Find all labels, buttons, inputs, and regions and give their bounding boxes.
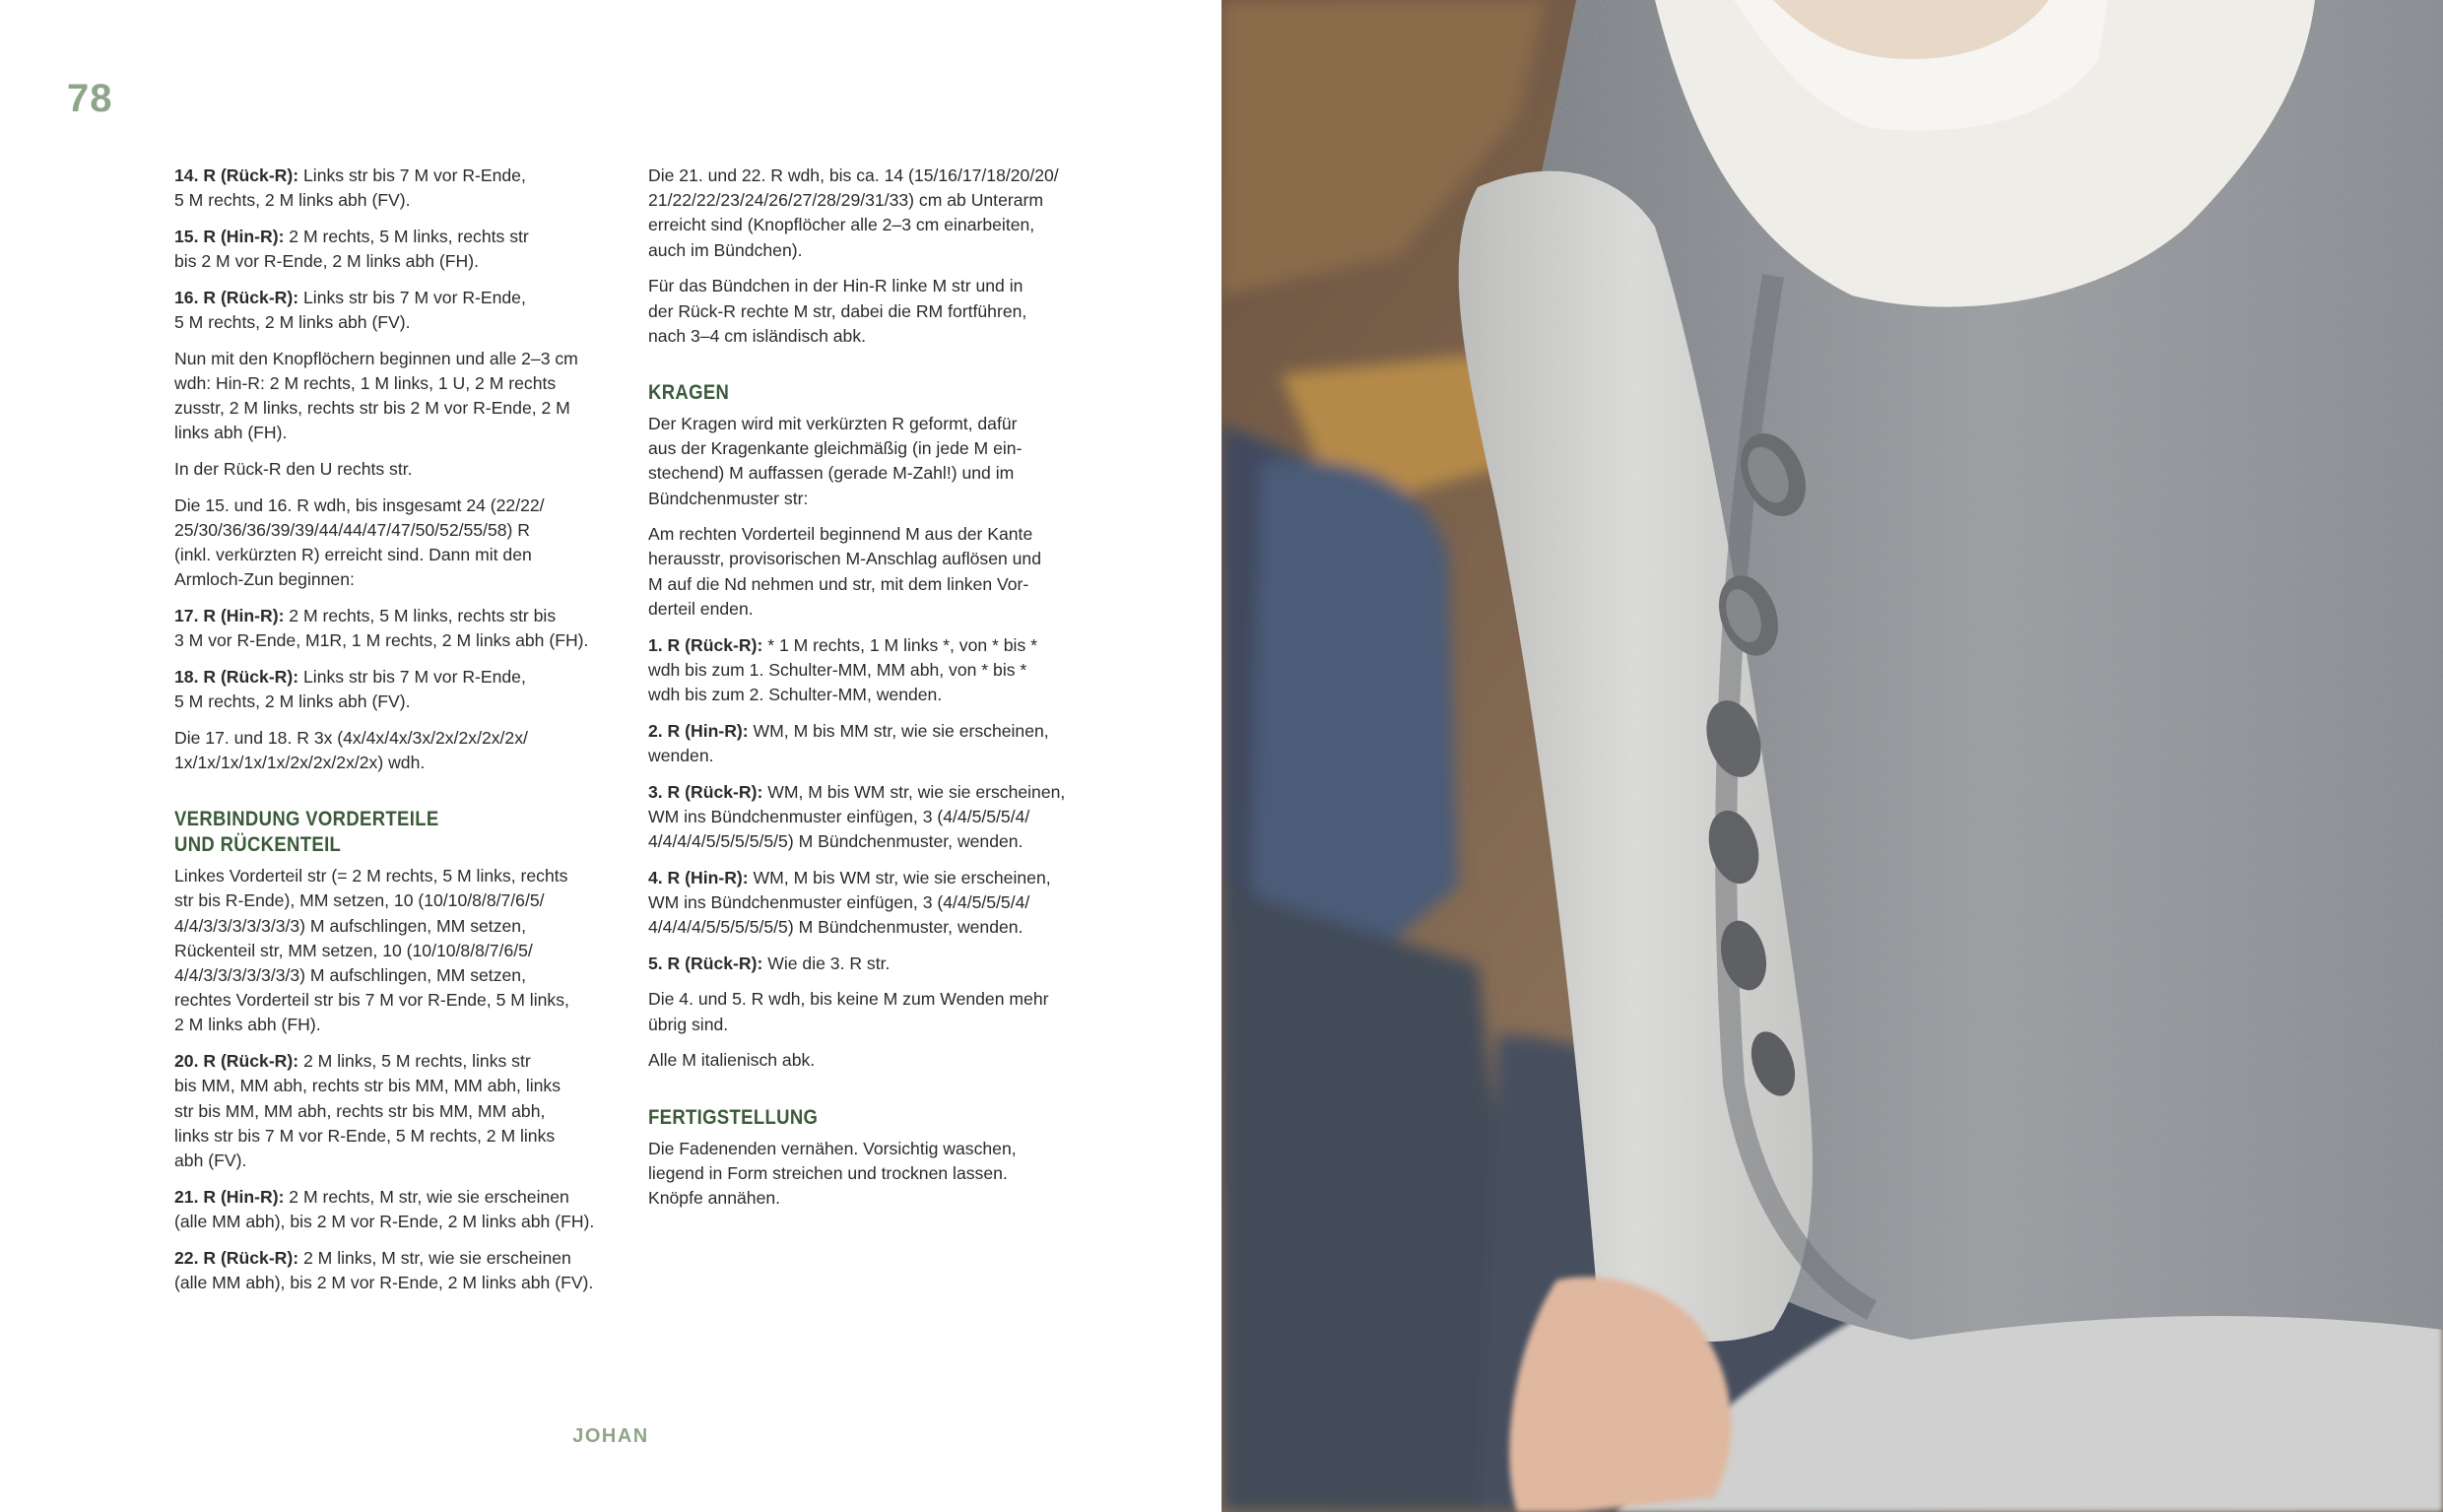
instruction-text: Die 17. und 18. R 3x (4x/4x/4x/3x/2x/2x/2x/2x/ 1x/1x/1x/1x/1x/2x/2x/2x/2x) wdh. [174,727,528,773]
instruction-text: Links str bis 7 M vor R-Ende, 5 M rechts, 2 M links abh (FV). [174,287,526,333]
instruction-text: Links str bis 7 M vor R-Ende, 5 M rechts, 2 M links abh (FV). [174,666,526,712]
photo-page [1222,0,2443,1512]
instruction-paragraph [174,164,608,213]
row-label: 5. R (Rück-R): [648,953,763,973]
instruction-text: 2 M rechts, M str, wie sie erscheinen (alle MM abh), bis 2 M vor R-Ende, 2 M links abh (FH). [174,1186,595,1231]
row-label: 2. R (Hin-R): [648,720,749,741]
instruction-text: 2 M rechts, 5 M links, rechts str bis 2 M vor R-Ende, 2 M links abh (FH). [174,226,529,272]
instruction-text: Die 4. und 5. R wdh, bis keine M zum Wenden mehr übrig sind. [648,989,1049,1034]
instruction-paragraph [648,952,1091,976]
instruction-paragraph [174,604,608,653]
instruction-text: Die 21. und 22. R wdh, bis ca. 14 (15/16/17/18/20/20/ 21/22/22/23/24/26/27/28/29/31/33) cm ab Unterarm erreicht sind (Knopflöcher alle 2–3 cm einarbeiten, auch im Bündchen). [648,165,1059,260]
instruction-text: 2 M links, 5 M rechts, links str bis MM, MM abh, rechts str bis MM, MM abh, links str bis MM, MM abh, rechts str bis MM, MM abh, links str bis 7 M vor R-Ende, 5 M rechts, 2 M links abh (FV). [174,1051,561,1170]
instruction-text: * 1 M rechts, 1 M links *, von * bis * wdh bis zum 1. Schulter-MM, MM abh, von * bis * wdh bis zum 2. Schulter-MM, wenden. [648,634,1037,704]
row-label: 22. R (Rück-R): [174,1247,299,1268]
instruction-text: Alle M italienisch abk. [648,1050,816,1071]
text-column-2 [648,164,1091,1222]
instruction-text: WM, M bis WM str, wie sie erscheinen, WM ins Bündchenmuster einfügen, 3 (4/4/5/5/5/4/ 4/4/4/4/5/5/5/5/5/5) M Bündchenmuster, wenden. [648,781,1066,851]
instruction-text: Am rechten Vorderteil beginnend M aus der Kante herausstr, provisorischen M-Anschlag auflösen und M auf die Nd nehmen und str, mit dem linken Vor- derteil enden. [648,524,1042,619]
instruction-text: WM, M bis MM str, wie sie erscheinen, wenden. [648,720,1049,765]
text-column-1 [174,164,608,1307]
instruction-text: Linkes Vorderteil str (= 2 M rechts, 5 M links, rechts str bis R-Ende), MM setzen, 10 (10/10/8/8/7/6/5/ 4/4/3/3/3/3/3/3/3) M aufschlingen, MM setzen, Rückenteil str, MM setzen, 10 (10/10/8/8/7/6/5/ 4/4/3/3/3/3/3/3/3) M aufschlingen, MM setzen, rechtes Vorderteil str bis 7 M vor R-Ende, 5 M links, 2 M links abh (FH). [174,866,569,1035]
section-heading: KRAGEN [648,380,730,404]
instruction-text: 2 M links, M str, wie sie erscheinen (alle MM abh), bis 2 M vor R-Ende, 2 M links abh (FV). [174,1247,594,1292]
instruction-paragraph [174,726,608,775]
instruction-text: WM, M bis WM str, wie sie erscheinen, WM ins Bündchenmuster einfügen, 3 (4/4/5/5/5/4/ 4/4/4/4/5/5/5/5/5/5) M Bündchenmuster, wenden. [648,867,1051,938]
instruction-paragraph [648,780,1091,855]
instruction-text: Die 15. und 16. R wdh, bis insgesamt 24 (22/22/ 25/30/36/36/39/39/44/44/47/47/50/52/55/58) R (inkl. verkürzten R) erreicht sind. Dann mit den Armloch-Zun beginnen: [174,494,545,590]
instruction-text: Wie die 3. R str. [762,953,891,973]
instruction-paragraph [648,522,1091,622]
instruction-paragraph [174,665,608,714]
instruction-paragraph [174,1246,608,1295]
instruction-paragraph [174,225,608,274]
instruction-paragraph [174,493,608,593]
instruction-paragraph [648,866,1091,941]
instruction-text: Für das Bündchen in der Hin-R linke M str und in der Rück-R rechte M str, dabei die RM fortführen, nach 3–4 cm isländisch abk. [648,276,1027,346]
instruction-paragraph [648,633,1091,708]
instruction-paragraph [648,274,1091,349]
instruction-text: Der Kragen wird mit verkürzten R geformt, dafür aus der Kragenkante gleichmäßig (in jede M ein- stechend) M auffassen (gerade M-Zahl!) und im Bündchenmuster str: [648,413,1023,508]
instruction-paragraph [648,1137,1091,1212]
instruction-paragraph [648,164,1091,263]
row-label: 18. R (Rück-R): [174,666,299,687]
row-label: 1. R (Rück-R): [648,634,763,655]
instruction-paragraph [174,457,608,482]
section-heading: FERTIGSTELLUNG [648,1105,819,1129]
instruction-paragraph [648,412,1091,511]
cardigan-photo [1222,0,2443,1512]
instruction-paragraph [648,719,1091,768]
section-heading: VERBINDUNG VORDERTEILE UND RÜCKENTEIL [174,808,439,857]
instruction-paragraph [174,1049,608,1173]
row-label: 17. R (Hin-R): [174,606,285,626]
row-label: 16. R (Rück-R): [174,287,299,307]
instruction-text: Nun mit den Knopflöchern beginnen und alle 2–3 cm wdh: Hin-R: 2 M rechts, 1 M links, 1 U, 2 M rechts zusstr, 2 M links, rechts str bis 2 M vor R-Ende, 2 M links abh (FH). [174,348,578,443]
instruction-paragraph [174,1185,608,1234]
page-number: 78 [67,77,113,120]
instruction-paragraph [648,987,1091,1036]
instruction-text: Die Fadenenden vernähen. Vorsichtig waschen, liegend in Form streichen und trocknen lassen. Knöpfe annähen. [648,1138,1017,1208]
row-label: 4. R (Hin-R): [648,867,749,887]
row-label: 20. R (Rück-R): [174,1051,299,1072]
instruction-text: 2 M rechts, 5 M links, rechts str bis 3 M vor R-Ende, M1R, 1 M rechts, 2 M links abh (FH). [174,606,589,651]
instruction-text: Links str bis 7 M vor R-Ende, 5 M rechts, 2 M links abh (FV). [174,165,526,211]
instruction-paragraph [174,286,608,335]
row-label: 21. R (Hin-R): [174,1186,285,1207]
instruction-paragraph [648,1048,1091,1073]
footer-pattern-name: JOHAN [572,1425,649,1447]
instruction-paragraph [174,347,608,446]
row-label: 15. R (Hin-R): [174,226,285,246]
instruction-paragraph [174,864,608,1037]
row-label: 14. R (Rück-R): [174,165,299,185]
instruction-text: In der Rück-R den U rechts str. [174,459,413,480]
row-label: 3. R (Rück-R): [648,781,763,802]
